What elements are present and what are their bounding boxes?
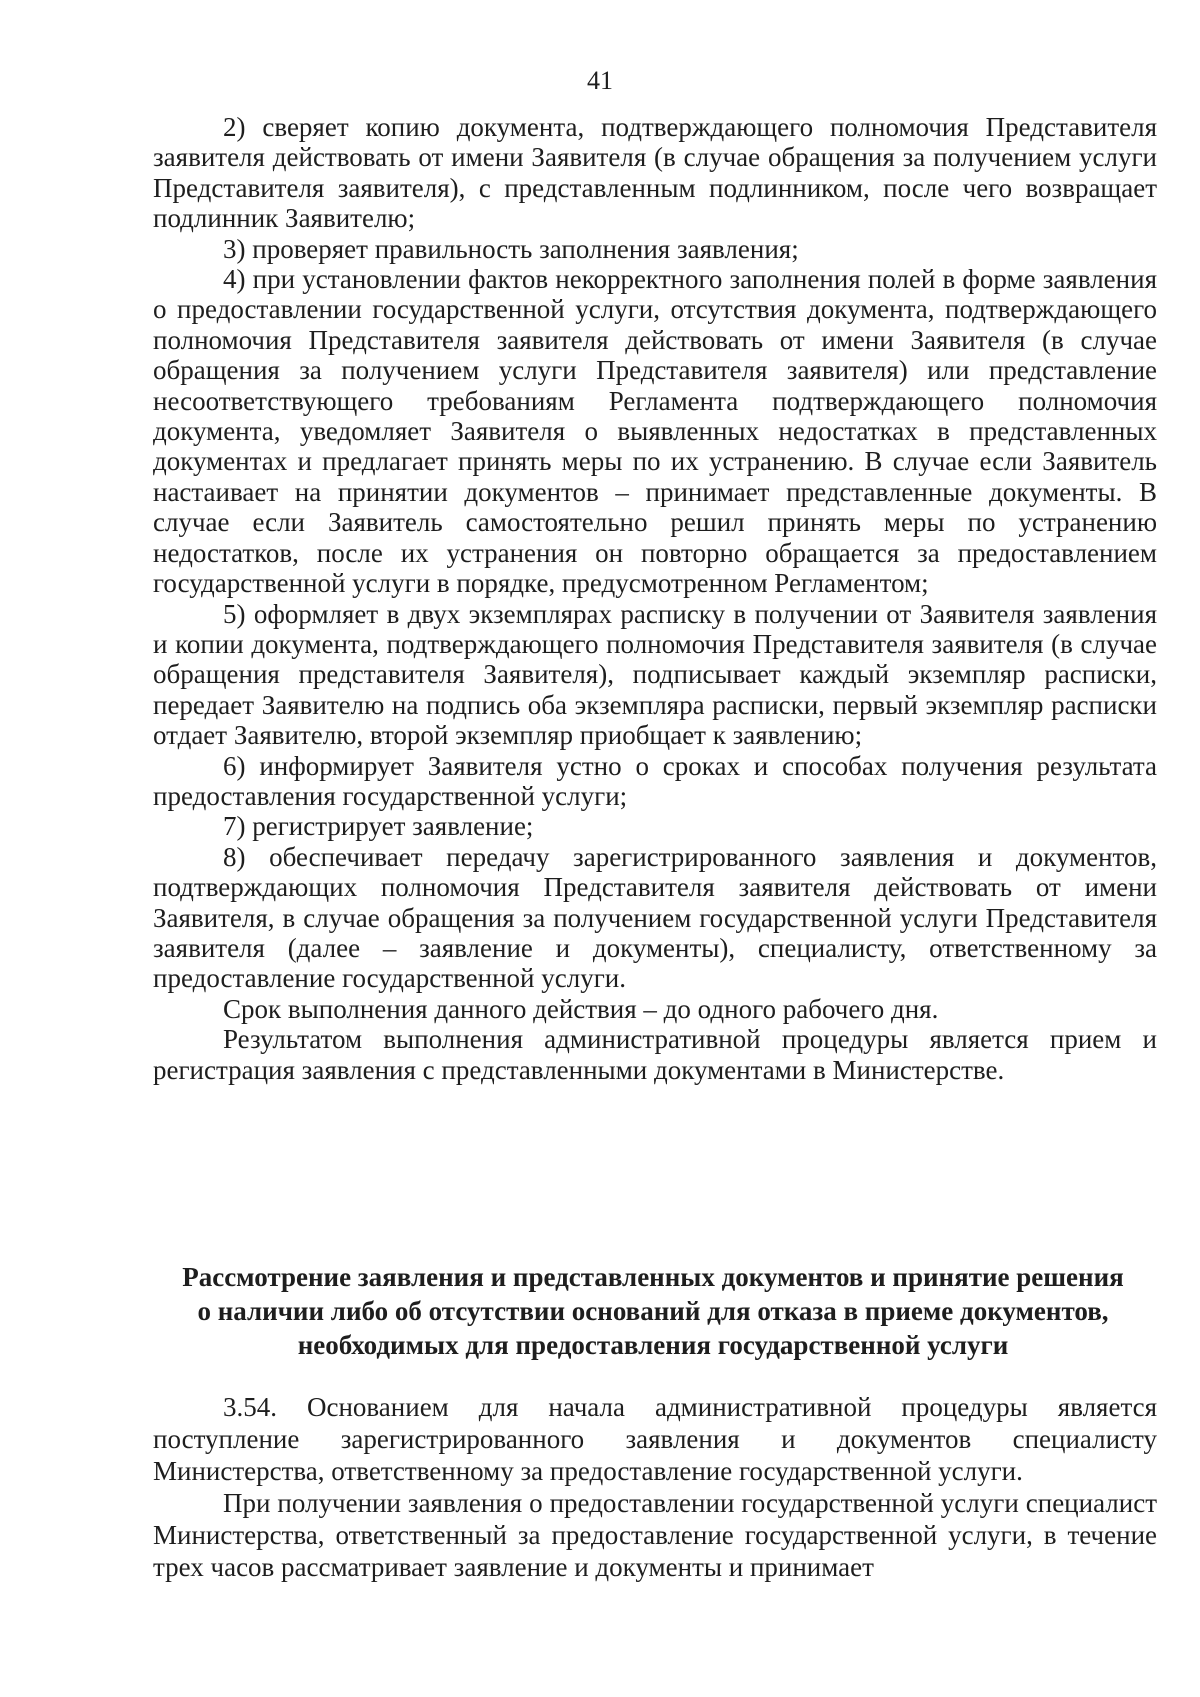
paragraph-item-6: 6) информирует Заявителя устно о сроках и способах получения результата предоставления государственной услуги;	[153, 750, 1157, 811]
paragraph-result: Результатом выполнения административной процедуры является прием и регистрация заявления с представленными документами в Министерстве.	[153, 1024, 1157, 1085]
page-number: 41	[587, 66, 613, 95]
paragraph-item-8: 8) обеспечивает передачу зарегистрированного заявления и документов, подтверждающих полномочия Представителя заявителя действовать от имени Заявителя, в случае обращения за получением государственной услуги Представителя заявителя (далее – заявление и документы), специалисту, ответственному за предоставление государственной услуги.	[153, 841, 1157, 994]
body-text-upper	[153, 112, 1157, 1085]
paragraph-item-5: 5) оформляет в двух экземплярах расписку в получении от Заявителя заявления и копии документа, подтверждающего полномочия Представителя заявителя (в случае обращения представителя Заявителя), подписывает каждый экземпляр расписки, передает Заявителю на подпись оба экземпляра расписки, первый экземпляр расписки отдает Заявителю, второй экземпляр приобщает к заявлению;	[153, 598, 1157, 751]
paragraph-review: При получении заявления о предоставлении государственной услуги специалист Министерства, ответственный за предоставление государственной услуги, в течение трех часов рассматривает заявление и документы и принимает	[153, 1488, 1157, 1582]
paragraph-deadline: Срок выполнения данного действия – до одного рабочего дня.	[223, 993, 939, 1024]
paragraph-3-54: 3.54. Основанием для начала административной процедуры является поступление зарегистрированного заявления и документов специалисту Министерства, ответственному за предоставление государственной услуги.	[153, 1392, 1157, 1486]
section-heading	[143, 1260, 1163, 1362]
body-text-lower	[153, 1391, 1157, 1583]
paragraph-item-2: 2) сверяет копию документа, подтверждающего полномочия Представителя заявителя действовать от имени Заявителя (в случае обращения за получением услуги Представителя заявителя), с представленным подлинником, после чего возвращает подлинник Заявителю;	[153, 112, 1157, 234]
section-heading-line: Рассмотрение заявления и представленных документов и принятие решения	[182, 1262, 1124, 1292]
paragraph-item-4: 4) при установлении фактов некорректного заполнения полей в форме заявления о предоставлении государственной услуги, отсутствия документа, подтверждающего полномочия Представителя заявителя действовать от имени Заявителя (в случае обращения за получением услуги Представителя заявителя) или представление несоответствующего требованиям Регламента подтверждающего полномочия документа, уведомляет Заявителя о выявленных недостатках в представленных документах и предлагает принять меры по их устранению. В случае если Заявитель настаивает на принятии документов – принимает представленные документы. В случае если Заявитель самостоятельно решил принять меры по устранению недостатков, после их устранения он повторно обращается за предоставлением государственной услуги в порядке, предусмотренном Регламентом;	[153, 264, 1157, 599]
paragraph-item-7: 7) регистрирует заявление;	[223, 811, 534, 842]
section-heading-line: необходимых для предоставления государственной услуги	[297, 1330, 1009, 1360]
section-heading-line: о наличии либо об отсутствии оснований для отказа в приеме документов,	[197, 1296, 1109, 1326]
paragraph-item-3: 3) проверяет правильность заполнения заявления;	[223, 233, 799, 264]
